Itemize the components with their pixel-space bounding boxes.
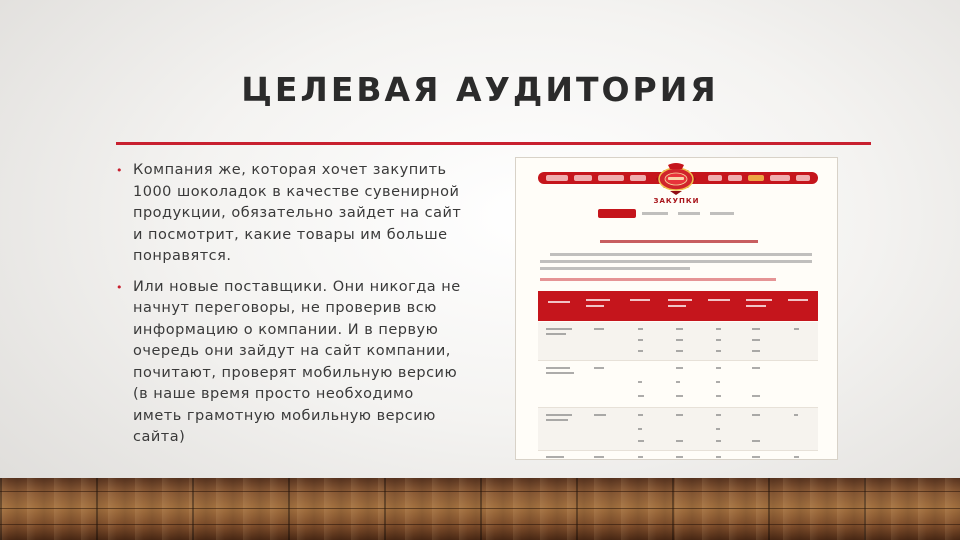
site-paragraph-line bbox=[550, 253, 812, 256]
table-cell bbox=[594, 414, 606, 416]
table-cell bbox=[638, 328, 643, 330]
nav-item bbox=[708, 175, 722, 181]
table-cell bbox=[716, 339, 721, 341]
table-cell bbox=[716, 456, 721, 458]
floor-seam bbox=[0, 524, 960, 525]
table-cell bbox=[638, 456, 643, 458]
wooden-floor bbox=[0, 478, 960, 540]
nav-item bbox=[630, 175, 646, 181]
table-cell bbox=[752, 350, 760, 352]
table-cell bbox=[594, 367, 604, 369]
table-cell bbox=[676, 440, 683, 442]
table-cell bbox=[752, 328, 760, 330]
table-cell bbox=[752, 414, 760, 416]
slide-title: ЦЕЛЕВАЯ АУДИТОРИЯ bbox=[241, 70, 719, 109]
table-cell bbox=[716, 428, 720, 430]
table-cell bbox=[676, 395, 683, 397]
table-cell bbox=[676, 456, 683, 458]
table-cell bbox=[716, 328, 721, 330]
table-header-cell bbox=[708, 299, 730, 301]
site-tab bbox=[710, 212, 734, 215]
site-table-row bbox=[538, 322, 818, 361]
table-cell bbox=[676, 367, 683, 369]
table-cell bbox=[716, 367, 721, 369]
table-header-cell bbox=[746, 305, 766, 307]
table-cell bbox=[546, 333, 566, 335]
table-cell bbox=[676, 414, 683, 416]
table-cell bbox=[638, 381, 642, 383]
nav-item bbox=[546, 175, 568, 181]
table-cell bbox=[638, 339, 643, 341]
table-cell bbox=[594, 328, 604, 330]
table-cell bbox=[546, 419, 568, 421]
bullet-item bbox=[116, 277, 466, 449]
table-cell bbox=[794, 456, 799, 458]
table-cell bbox=[638, 414, 643, 416]
table-header-cell bbox=[668, 305, 686, 307]
table-cell bbox=[752, 456, 760, 458]
table-cell bbox=[716, 381, 720, 383]
table-cell bbox=[752, 440, 760, 442]
nav-item bbox=[796, 175, 810, 181]
brand-emblem-icon bbox=[652, 162, 700, 196]
table-cell bbox=[638, 395, 644, 397]
site-paragraph-line bbox=[540, 267, 690, 270]
table-cell bbox=[638, 440, 644, 442]
table-cell bbox=[716, 350, 721, 352]
table-header-cell bbox=[788, 299, 808, 301]
nav-item bbox=[574, 175, 592, 181]
table-cell bbox=[716, 414, 721, 416]
site-tab bbox=[642, 212, 668, 215]
table-header-cell bbox=[668, 299, 692, 301]
table-header-cell bbox=[586, 299, 610, 301]
nav-item bbox=[770, 175, 790, 181]
website-screenshot bbox=[516, 158, 837, 459]
table-cell bbox=[546, 328, 572, 330]
table-cell bbox=[676, 350, 683, 352]
bullet-text: Или новые поставщики. Они никогда не начнут переговоры, не проверив всю информацию о компании. И в первую очередь они зайдут на сайт компании, почитают, проверят мобильную версию (в наше время просто необходимо иметь грамотную мобильную версию сайта) bbox=[133, 278, 461, 445]
table-cell bbox=[638, 350, 643, 352]
site-note-line bbox=[540, 278, 776, 281]
site-section-title: ЗАКУПКИ bbox=[653, 197, 700, 205]
table-cell bbox=[546, 414, 572, 416]
table-cell bbox=[716, 440, 721, 442]
bullet-text: Компания же, которая хочет закупить 1000 шоколадок в качестве сувенирной продукции, обязательно зайдет на сайт и посмотрит, какие товары им больше понравятся. bbox=[133, 162, 462, 264]
bullet-marker: • bbox=[116, 164, 123, 177]
site-table-row bbox=[538, 408, 818, 451]
nav-item bbox=[728, 175, 742, 181]
site-tab bbox=[678, 212, 700, 215]
table-cell bbox=[638, 428, 642, 430]
bullet-marker: • bbox=[116, 280, 123, 294]
table-cell bbox=[546, 367, 570, 369]
table-cell bbox=[594, 456, 604, 458]
title-divider bbox=[116, 142, 871, 145]
table-cell bbox=[676, 339, 683, 341]
table-cell bbox=[752, 339, 760, 341]
bullet-list bbox=[116, 160, 466, 458]
site-table-row bbox=[538, 451, 818, 459]
table-header-cell bbox=[630, 299, 650, 301]
bullet-item bbox=[116, 160, 466, 268]
table-header-cell bbox=[586, 305, 604, 307]
site-table-header bbox=[538, 291, 818, 321]
site-paragraph-line bbox=[540, 260, 812, 263]
table-cell bbox=[676, 381, 680, 383]
floor-seam bbox=[0, 508, 960, 509]
table-header-cell bbox=[548, 301, 570, 303]
table-cell bbox=[546, 456, 564, 458]
nav-item-highlight bbox=[748, 175, 764, 181]
table-cell bbox=[676, 328, 683, 330]
site-subheading bbox=[600, 240, 758, 243]
floor-seam bbox=[0, 491, 960, 492]
table-header-cell bbox=[746, 299, 772, 301]
table-cell bbox=[752, 395, 760, 397]
site-table-row bbox=[538, 361, 818, 408]
table-cell bbox=[794, 414, 798, 416]
table-cell bbox=[752, 367, 760, 369]
site-tab-active bbox=[598, 209, 636, 218]
nav-item bbox=[598, 175, 624, 181]
table-cell bbox=[794, 328, 799, 330]
table-cell bbox=[716, 395, 721, 397]
table-cell bbox=[546, 372, 574, 374]
